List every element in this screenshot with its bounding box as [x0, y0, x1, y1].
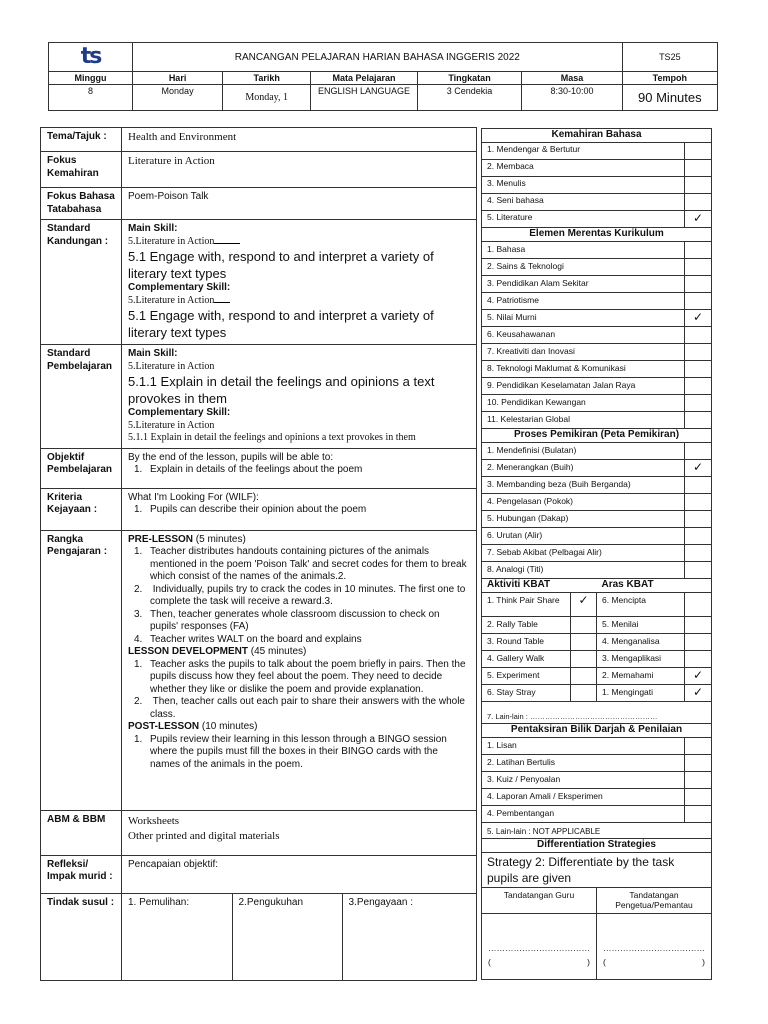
pre-item: 3. Then, teacher generates whole classroom discussion to check on pupils' responses (FA): [134, 608, 440, 632]
aktiviti-item: 1. Think Pair Share: [482, 593, 571, 617]
sign-pengetua-parens: ( ): [603, 957, 705, 967]
dev-item: 2. Then, teacher calls out each pair to share their answers with the whole class.: [134, 696, 465, 720]
elemen-item: 8. Teknologi Maklumat & Komunikasi: [482, 361, 685, 378]
proses-check: [685, 477, 712, 494]
kemahiran-item: 2. Membaca: [482, 160, 685, 177]
objektif-content: [122, 448, 477, 488]
objektif-label: Objektif Pembelajaran: [41, 448, 122, 488]
fokus-bahasa-value: Poem-Poison Talk: [122, 188, 477, 220]
abm-line2: Other printed and digital materials: [128, 829, 280, 842]
refleksi-value: Pencapaian objektif:: [122, 855, 477, 893]
elemen-check: [685, 276, 712, 293]
col-masa: Masa: [522, 72, 622, 85]
sp-comp-text: 5.1.1 Explain in detail the feelings and opinions a text provokes in them: [128, 432, 416, 443]
abm-line1: Worksheets: [128, 814, 180, 827]
sp-label: Standard Pembelajaran: [41, 345, 122, 449]
rangka-label: Rangka Pengajaran :: [41, 530, 122, 810]
elemen-check: [685, 259, 712, 276]
proses-check: [685, 494, 712, 511]
fokus-bahasa-label: Fokus Bahasa Tatabahasa: [41, 188, 122, 220]
val-minggu: 8: [49, 85, 133, 111]
aktiviti-item: 3. Round Table: [482, 634, 571, 651]
val-mata-pelajaran: ENGLISH LANGUAGE: [311, 85, 418, 111]
aktiviti-check: [571, 668, 597, 685]
elemen-item: 4. Patriotisme: [482, 293, 685, 310]
rangka-content: [122, 530, 477, 810]
header-table: [48, 42, 718, 111]
col-tarikh: Tarikh: [223, 72, 311, 85]
elemen-item: 3. Pendidikan Alam Sekitar: [482, 276, 685, 293]
sp-main-code: 5.Literature in Action: [128, 360, 215, 372]
aras-check: [685, 651, 712, 668]
kriteria-content: [122, 488, 477, 530]
pengayaan: 3.Pengayaan :: [348, 896, 413, 908]
elemen-check: [685, 242, 712, 259]
sign-pengetua-label: Tandatangan Pengetua/Pemantau: [597, 888, 712, 914]
post-lesson-heading: POST-LESSON (10 minutes): [128, 721, 258, 732]
sk-content: [122, 220, 477, 345]
logo: ts: [49, 43, 133, 72]
pemulihan: 1. Pemulihan:: [122, 894, 232, 980]
diff-title: Differentiation Strategies: [482, 839, 712, 853]
kriteria-item: 1. Pupils can describe their opinion about the poem: [134, 504, 367, 515]
sk-comp-text: 5.1 Engage with, respond to and interpret a variety of literary text types: [128, 308, 434, 340]
proses-check: [685, 511, 712, 528]
aras-check: [685, 593, 712, 617]
elemen-check: [685, 344, 712, 361]
aras-item: 6. Mencipta: [597, 593, 685, 617]
elemen-item: 7. Kreativiti dan Inovasi: [482, 344, 685, 361]
sk-main-label: Main Skill:: [128, 223, 178, 234]
diff-text: Strategy 2: Differentiate by the task pupils are given: [482, 853, 712, 888]
aktiviti-item: 6. Stay Stray: [482, 685, 571, 702]
fokus-value: Literature in Action: [122, 152, 477, 188]
kemahiran-check: [685, 160, 712, 177]
pentaksiran-check: [685, 789, 712, 806]
kemahiran-item: 4. Seni bahasa: [482, 194, 685, 211]
proses-check: [685, 528, 712, 545]
pentaksiran-check: [685, 738, 712, 755]
tema-label: Tema/Tajuk :: [41, 128, 122, 152]
sign-guru-label: Tandatangan Guru: [482, 888, 597, 914]
kemahiran-check: [685, 143, 712, 160]
proses-item: 7. Sebab Akibat (Pelbagai Alir): [482, 545, 685, 562]
elemen-check: [685, 327, 712, 344]
col-hari: Hari: [133, 72, 223, 85]
right-panel: [481, 128, 712, 980]
pentaksiran-check: [685, 755, 712, 772]
aktiviti-title: Aktiviti KBAT: [482, 579, 597, 593]
aktiviti-check: [571, 651, 597, 668]
proses-item: 8. Analogi (Titi): [482, 562, 685, 579]
refleksi-label: Refleksi/ Impak murid :: [41, 855, 122, 893]
pentaksiran-title: Pentaksiran Bilik Darjah & Penilaian: [482, 724, 712, 738]
elemen-item: 1. Bahasa: [482, 242, 685, 259]
pentaksiran-check: [685, 772, 712, 789]
elemen-check: [685, 293, 712, 310]
proses-check: [685, 443, 712, 460]
abm-content: [122, 810, 477, 855]
elemen-check: [685, 395, 712, 412]
sk-main-text: 5.1 Engage with, respond to and interpret a variety of literary text types: [128, 249, 434, 281]
dev-lesson-heading: LESSON DEVELOPMENT (45 minutes): [128, 646, 307, 657]
sp-comp-code: 5.Literature in Action: [128, 419, 215, 431]
proses-item: 3. Membanding beza (Buih Berganda): [482, 477, 685, 494]
pentaksiran-item: 1. Lisan: [482, 738, 685, 755]
aktiviti-item: 4. Gallery Walk: [482, 651, 571, 668]
proses-item: 1. Mendefinisi (Bulatan): [482, 443, 685, 460]
val-tingkatan: 3 Cendekia: [417, 85, 521, 111]
sp-content: [122, 345, 477, 449]
val-hari: Monday: [133, 85, 223, 111]
col-mata-pelajaran: Mata Pelajaran: [311, 72, 418, 85]
kemahiran-check: [685, 194, 712, 211]
aras-check: [685, 617, 712, 634]
proses-check: [685, 545, 712, 562]
lesson-form: [40, 127, 477, 981]
pentaksiran-check: [685, 806, 712, 823]
kemahiran-item: 3. Menulis: [482, 177, 685, 194]
plan-title: RANCANGAN PELAJARAN HARIAN BAHASA INGGERIS 2022: [133, 43, 623, 72]
val-tarikh: Monday, 1: [223, 85, 311, 111]
pentaksiran-item: 2. Latihan Bertulis: [482, 755, 685, 772]
val-tempoh: 90 Minutes: [622, 85, 717, 111]
proses-item: 6. Urutan (Alir): [482, 528, 685, 545]
aktiviti-item: 5. Experiment: [482, 668, 571, 685]
pre-item: 4. Teacher writes WALT on the board and explains: [134, 633, 362, 645]
tema-value: Health and Environment: [122, 128, 477, 152]
elemen-item: 5. Nilai Murni: [482, 310, 685, 327]
sign-guru-parens: ( ): [488, 957, 590, 967]
check-mark-icon: ✓: [685, 211, 712, 228]
pentaksiran-lain: 5. Lain-lain : NOT APPLICABLE: [482, 823, 712, 839]
pengukuhan: 2.Pengukuhan: [232, 894, 342, 980]
elemen-item: 11. Kelestarian Global: [482, 412, 685, 429]
aktiviti-check: [571, 617, 597, 634]
sk-main-code: 5.Literature in Action: [128, 236, 470, 249]
col-tempoh: Tempoh: [622, 72, 717, 85]
col-minggu: Minggu: [49, 72, 133, 85]
aras-check: ✓: [685, 668, 712, 685]
elemen-check: [685, 412, 712, 429]
sk-label: Standard Kandungan :: [41, 220, 122, 345]
aras-check: ✓: [685, 685, 712, 702]
check-mark-icon: ✓: [685, 460, 712, 477]
aras-item: 5. Menilai: [597, 617, 685, 634]
pentaksiran-item: 4. Laporan Amali / Eksperimen: [482, 789, 685, 806]
objektif-intro: By the end of the lesson, pupils will be able to:: [128, 451, 334, 463]
lain-lain: 7. Lain-lain : ……………………………………………: [482, 702, 712, 724]
sign-guru-dots: ………………………………: [488, 943, 590, 953]
elemen-check: [685, 378, 712, 395]
kemahiran-item: 1. Mendengar & Bertutur: [482, 143, 685, 160]
elemen-title: Elemen Merentas Kurikulum: [482, 228, 712, 242]
elemen-item: 9. Pendidikan Keselamatan Jalan Raya: [482, 378, 685, 395]
fokus-label: Fokus Kemahiran: [41, 152, 122, 188]
proses-title: Proses Pemikiran (Peta Pemikiran): [482, 429, 712, 443]
sp-main-label: Main Skill:: [128, 348, 178, 359]
proses-check: [685, 562, 712, 579]
kemahiran-title: Kemahiran Bahasa: [482, 129, 712, 143]
sp-main-text: 5.1.1 Explain in detail the feelings and opinions a text provokes in them: [128, 374, 435, 406]
aktiviti-item: 2. Rally Table: [482, 617, 571, 634]
kemahiran-check: [685, 177, 712, 194]
code: TS25: [622, 43, 717, 72]
abm-label: ABM & BBM: [41, 810, 122, 855]
check-mark-icon: ✓: [685, 310, 712, 327]
aras-item: 4. Menganalisa: [597, 634, 685, 651]
kriteria-intro: What I'm Looking For (WILF):: [128, 491, 259, 503]
elemen-item: 6. Keusahawanan: [482, 327, 685, 344]
kemahiran-item: 5. Literature: [482, 211, 685, 228]
aras-item: 2. Memahami: [597, 668, 685, 685]
col-tingkatan: Tingkatan: [417, 72, 521, 85]
sk-comp-label: Complementary Skill:: [128, 282, 231, 293]
objektif-item: 1. Explain in details of the feelings about the poem: [134, 464, 363, 475]
proses-item: 2. Menerangkan (Buih): [482, 460, 685, 477]
val-masa: 8:30-10:00: [522, 85, 622, 111]
pre-lesson-heading: PRE-LESSON (5 minutes): [128, 533, 246, 545]
pre-item: 1. Teacher distributes handouts containing pictures of the animals mentioned in the poem 'Poison Talk' and secret codes for them to break which consist of the names of the animals.2.: [134, 546, 467, 582]
elemen-check: [685, 361, 712, 378]
elemen-item: 10. Pendidikan Kewangan: [482, 395, 685, 412]
tindak-label: Tindak susul :: [41, 893, 122, 980]
kriteria-label: Kriteria Kejayaan :: [41, 488, 122, 530]
tindak-content: [122, 893, 477, 980]
pre-item: 2. Individually, pupils try to crack the codes in 10 minutes. The first one to complete the task will receive a reward.3.: [134, 583, 466, 607]
aktiviti-check: [571, 685, 597, 702]
proses-item: 5. Hubungan (Dakap): [482, 511, 685, 528]
aras-item: 3. Mengaplikasi: [597, 651, 685, 668]
sign-pengetua-dots: ………………………………: [603, 943, 705, 953]
aktiviti-check: [571, 634, 597, 651]
dev-item: 1. Teacher asks the pupils to talk about the poem briefly in pairs. Then the pupils discuss how they feel about the poem. They need to decide whether they like or dislike the poem and provide explanation.: [134, 658, 466, 695]
sp-comp-label: Complementary Skill:: [128, 407, 231, 418]
aras-item: 1. Mengingati: [597, 685, 685, 702]
pentaksiran-item: 3. Kuiz / Penyoalan: [482, 772, 685, 789]
aras-check: [685, 634, 712, 651]
pentaksiran-item: 4. Pembentangan: [482, 806, 685, 823]
proses-item: 4. Pengelasan (Pokok): [482, 494, 685, 511]
aras-title: Aras KBAT: [597, 579, 712, 593]
sk-comp-code: 5.Literature in Action: [128, 295, 470, 308]
sign-guru-box: [482, 914, 597, 980]
sign-pengetua-box: [597, 914, 712, 980]
elemen-item: 2. Sains & Teknologi: [482, 259, 685, 276]
aktiviti-check: ✓: [571, 593, 597, 617]
post-item: 1. Pupils review their learning in this lesson through a BINGO session where the pupils must fill the boxes in their BINGO cards with the names of the animals in the poem.: [134, 733, 447, 770]
